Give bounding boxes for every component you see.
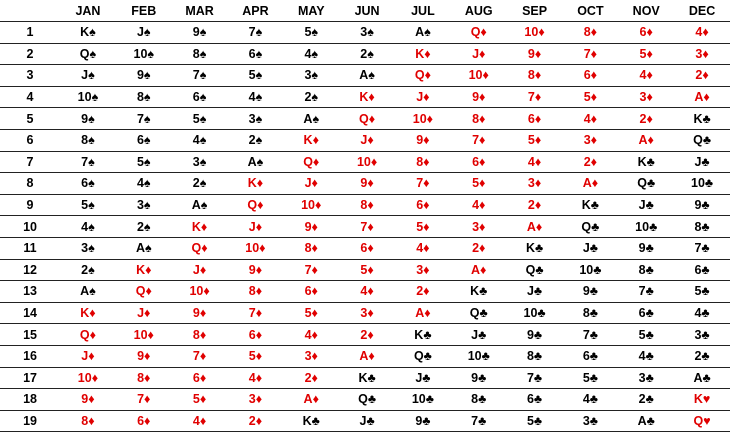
card-cell: 5♦ xyxy=(618,43,674,65)
card-cell: 4♦ xyxy=(395,237,451,259)
card-cell: K♣ xyxy=(395,324,451,346)
card-cell: 5♦ xyxy=(228,345,284,367)
card-cell: 10♦ xyxy=(283,194,339,216)
card-cell: 10♦ xyxy=(451,65,507,87)
card-cell: 2♠ xyxy=(228,129,284,151)
card-cell: J♦ xyxy=(116,302,172,324)
card-cell: 3♣ xyxy=(562,410,618,432)
table-row xyxy=(0,194,730,216)
card-cell: 5♠ xyxy=(228,65,284,87)
table-row xyxy=(0,237,730,259)
card-cell: 5♣ xyxy=(618,324,674,346)
card-cell: 10♠ xyxy=(60,86,116,108)
card-cell: J♦ xyxy=(228,216,284,238)
card-cell: 2♦ xyxy=(339,324,395,346)
card-cell: 4♠ xyxy=(283,43,339,65)
card-cell: 2♠ xyxy=(60,259,116,281)
card-cell: 9♣ xyxy=(618,237,674,259)
card-cell: 10♣ xyxy=(674,173,730,195)
card-cell: 9♠ xyxy=(172,22,228,44)
card-cell: 4♠ xyxy=(116,173,172,195)
card-cell: 10♣ xyxy=(562,259,618,281)
card-cell: A♦ xyxy=(395,302,451,324)
header-row xyxy=(0,0,730,22)
card-cell: 3♦ xyxy=(507,173,563,195)
card-cell: 5♦ xyxy=(283,302,339,324)
card-cell: 10♦ xyxy=(395,108,451,130)
card-cell: 6♣ xyxy=(674,259,730,281)
card-cell: 4♠ xyxy=(228,86,284,108)
card-cell: 7♣ xyxy=(562,324,618,346)
card-cell: 5♣ xyxy=(507,410,563,432)
day-number: 14 xyxy=(0,302,60,324)
card-cell: 9♦ xyxy=(283,216,339,238)
card-cell: 2♦ xyxy=(228,410,284,432)
card-cell: 4♦ xyxy=(283,324,339,346)
card-cell: 2♦ xyxy=(618,108,674,130)
card-cell: 8♣ xyxy=(674,216,730,238)
card-cell: Q♦ xyxy=(283,151,339,173)
card-cell: 10♦ xyxy=(339,151,395,173)
card-cell: 6♦ xyxy=(116,410,172,432)
card-cell: 3♦ xyxy=(339,302,395,324)
card-cell: 7♣ xyxy=(674,237,730,259)
card-cell: Q♣ xyxy=(562,216,618,238)
card-cell: A♠ xyxy=(395,22,451,44)
card-cell: A♠ xyxy=(60,281,116,303)
card-cell: 5♦ xyxy=(562,86,618,108)
card-cell: 7♣ xyxy=(618,281,674,303)
card-cell: Q♦ xyxy=(172,237,228,259)
card-cell: 8♦ xyxy=(339,194,395,216)
card-cell: 2♠ xyxy=(283,86,339,108)
card-cell: 7♦ xyxy=(116,389,172,411)
card-cell: 9♣ xyxy=(562,281,618,303)
card-cell: J♦ xyxy=(451,43,507,65)
card-cell: J♣ xyxy=(395,367,451,389)
card-cell: 7♦ xyxy=(339,216,395,238)
card-cell: 3♠ xyxy=(116,194,172,216)
card-cell: Q♣ xyxy=(674,129,730,151)
card-cell: 8♦ xyxy=(116,367,172,389)
card-cell: 10♦ xyxy=(116,324,172,346)
card-cell: 6♦ xyxy=(618,22,674,44)
card-cell: 2♠ xyxy=(116,216,172,238)
card-cell: 6♦ xyxy=(339,237,395,259)
card-cell: A♣ xyxy=(618,410,674,432)
card-cell: 5♠ xyxy=(283,22,339,44)
card-cell: 6♣ xyxy=(507,389,563,411)
card-cell: Q♦ xyxy=(451,22,507,44)
card-cell: 6♦ xyxy=(228,324,284,346)
card-cell: 2♠ xyxy=(172,173,228,195)
month-header-may: MAY xyxy=(297,3,325,18)
card-cell: J♠ xyxy=(60,65,116,87)
card-cell: 2♦ xyxy=(507,194,563,216)
card-cell: K♦ xyxy=(395,43,451,65)
card-cell: K♣ xyxy=(562,194,618,216)
card-cell: 4♦ xyxy=(674,22,730,44)
day-number: 6 xyxy=(0,129,60,151)
card-cell: 2♦ xyxy=(674,65,730,87)
card-cell: A♦ xyxy=(339,345,395,367)
card-cell: 7♦ xyxy=(507,86,563,108)
card-cell: 6♠ xyxy=(172,86,228,108)
month-header-feb: FEB xyxy=(131,3,157,18)
table-row xyxy=(0,22,730,44)
card-cell: Q♣ xyxy=(618,173,674,195)
card-cell: 5♦ xyxy=(451,173,507,195)
card-cell: 7♦ xyxy=(228,302,284,324)
card-cell: K♦ xyxy=(283,129,339,151)
card-cell: 10♠ xyxy=(116,43,172,65)
card-cell: Q♠ xyxy=(60,43,116,65)
card-cell: J♦ xyxy=(60,345,116,367)
card-cell: 4♦ xyxy=(451,194,507,216)
card-cell: Q♦ xyxy=(116,281,172,303)
card-cell: 10♣ xyxy=(395,389,451,411)
card-cell: J♦ xyxy=(395,86,451,108)
card-cell: 8♦ xyxy=(451,108,507,130)
card-cell: 9♦ xyxy=(451,86,507,108)
card-cell: 2♣ xyxy=(618,389,674,411)
card-cell: 5♦ xyxy=(395,216,451,238)
card-cell: 3♦ xyxy=(283,345,339,367)
month-header-aug: AUG xyxy=(464,3,493,18)
card-cell: J♣ xyxy=(507,281,563,303)
card-cell: 3♠ xyxy=(283,65,339,87)
card-cell: 7♦ xyxy=(451,129,507,151)
card-cell: 6♣ xyxy=(562,345,618,367)
card-cell: J♦ xyxy=(172,259,228,281)
card-cell: 7♣ xyxy=(451,410,507,432)
card-cell: 7♦ xyxy=(283,259,339,281)
table-row xyxy=(0,173,730,195)
card-cell: 9♠ xyxy=(60,108,116,130)
card-cell: 9♦ xyxy=(116,345,172,367)
card-cell: 6♦ xyxy=(451,151,507,173)
card-cell: 3♦ xyxy=(618,86,674,108)
card-cell: J♣ xyxy=(451,324,507,346)
card-cell: 9♣ xyxy=(507,324,563,346)
card-cell: 6♦ xyxy=(562,65,618,87)
card-cell: 5♦ xyxy=(339,259,395,281)
day-number: 5 xyxy=(0,108,60,130)
table-row xyxy=(0,410,730,432)
card-cell: 3♠ xyxy=(172,151,228,173)
card-cell: 2♦ xyxy=(395,281,451,303)
card-cell: A♦ xyxy=(283,389,339,411)
card-cell: K♦ xyxy=(172,216,228,238)
card-cell: J♠ xyxy=(116,22,172,44)
card-cell: 10♣ xyxy=(618,216,674,238)
card-cell: A♠ xyxy=(339,65,395,87)
card-cell: Q♦ xyxy=(339,108,395,130)
card-cell: 8♠ xyxy=(60,129,116,151)
card-cell: J♣ xyxy=(618,194,674,216)
card-cell: 6♠ xyxy=(60,173,116,195)
card-cell: 9♦ xyxy=(507,43,563,65)
card-cell: 7♦ xyxy=(172,345,228,367)
month-header-jul: JUL xyxy=(411,3,435,18)
card-cell: 2♦ xyxy=(283,367,339,389)
month-header-jan: JAN xyxy=(75,3,101,18)
month-header-dec: DEC xyxy=(688,3,716,18)
card-cell: 10♣ xyxy=(451,345,507,367)
card-cell: 4♣ xyxy=(618,345,674,367)
corner-cell xyxy=(0,0,60,22)
card-cell: K♣ xyxy=(451,281,507,303)
card-cell: A♠ xyxy=(116,237,172,259)
card-cell: 10♦ xyxy=(60,367,116,389)
card-cell: 7♣ xyxy=(507,367,563,389)
card-cell: K♦ xyxy=(339,86,395,108)
card-cell: Q♥ xyxy=(674,410,730,432)
card-cell: A♦ xyxy=(562,173,618,195)
day-number: 19 xyxy=(0,410,60,432)
day-number: 3 xyxy=(0,65,60,87)
day-number: 8 xyxy=(0,173,60,195)
day-number: 10 xyxy=(0,216,60,238)
card-cell: 4♦ xyxy=(618,65,674,87)
card-cell: 8♦ xyxy=(283,237,339,259)
card-cell: K♦ xyxy=(116,259,172,281)
day-number: 17 xyxy=(0,367,60,389)
card-cell: 7♦ xyxy=(395,173,451,195)
card-cell: 4♦ xyxy=(562,108,618,130)
card-cell: J♣ xyxy=(674,151,730,173)
day-number: 15 xyxy=(0,324,60,346)
table-row xyxy=(0,367,730,389)
card-cell: Q♣ xyxy=(339,389,395,411)
card-cell: Q♣ xyxy=(507,259,563,281)
card-cell: Q♣ xyxy=(395,345,451,367)
card-cell: K♣ xyxy=(507,237,563,259)
card-cell: A♠ xyxy=(228,151,284,173)
card-cell: 9♣ xyxy=(395,410,451,432)
table-row xyxy=(0,129,730,151)
card-cell: 2♦ xyxy=(562,151,618,173)
card-cell: K♠ xyxy=(60,22,116,44)
card-cell: K♣ xyxy=(339,367,395,389)
card-cell: 9♠ xyxy=(116,65,172,87)
card-cell: 10♦ xyxy=(172,281,228,303)
table-row xyxy=(0,216,730,238)
card-cell: 5♠ xyxy=(116,151,172,173)
table-body xyxy=(0,22,730,432)
month-header-jun: JUN xyxy=(354,3,380,18)
card-cell: 9♦ xyxy=(60,389,116,411)
card-cell: 9♣ xyxy=(451,367,507,389)
card-cell: 4♦ xyxy=(507,151,563,173)
table-row xyxy=(0,151,730,173)
card-cell: 2♣ xyxy=(674,345,730,367)
day-number: 16 xyxy=(0,345,60,367)
card-cell: 9♣ xyxy=(674,194,730,216)
table-row xyxy=(0,43,730,65)
card-cell: 9♦ xyxy=(395,129,451,151)
card-cell: K♣ xyxy=(283,410,339,432)
table-row xyxy=(0,259,730,281)
card-cell: J♦ xyxy=(339,129,395,151)
card-cell: 9♦ xyxy=(172,302,228,324)
table-row xyxy=(0,65,730,87)
card-cell: 6♦ xyxy=(507,108,563,130)
table-header xyxy=(0,0,730,22)
card-cell: 6♦ xyxy=(283,281,339,303)
card-cell: K♣ xyxy=(618,151,674,173)
card-cell: 8♣ xyxy=(451,389,507,411)
card-cell: J♣ xyxy=(339,410,395,432)
card-cell: 10♣ xyxy=(507,302,563,324)
card-cell: 3♦ xyxy=(674,43,730,65)
card-cell: 4♣ xyxy=(674,302,730,324)
card-cell: 9♦ xyxy=(228,259,284,281)
card-cell: 4♠ xyxy=(172,129,228,151)
card-cell: 10♦ xyxy=(507,22,563,44)
card-cell: 8♣ xyxy=(618,259,674,281)
card-cell: A♠ xyxy=(172,194,228,216)
card-cell: A♦ xyxy=(507,216,563,238)
table-row xyxy=(0,324,730,346)
card-cell: 5♣ xyxy=(562,367,618,389)
day-number: 9 xyxy=(0,194,60,216)
card-cell: 5♠ xyxy=(172,108,228,130)
day-number: 12 xyxy=(0,259,60,281)
card-cell: 4♣ xyxy=(562,389,618,411)
card-cell: 5♠ xyxy=(60,194,116,216)
card-cell: 3♣ xyxy=(674,324,730,346)
table-row xyxy=(0,108,730,130)
card-cell: 6♠ xyxy=(116,129,172,151)
card-cell: A♣ xyxy=(674,367,730,389)
day-number: 7 xyxy=(0,151,60,173)
card-cell: 8♦ xyxy=(172,324,228,346)
card-cell: 3♣ xyxy=(618,367,674,389)
card-cell: 4♦ xyxy=(228,367,284,389)
card-cell: 2♦ xyxy=(451,237,507,259)
card-cell: J♣ xyxy=(562,237,618,259)
card-cell: 3♠ xyxy=(60,237,116,259)
card-cell: 7♠ xyxy=(116,108,172,130)
card-cell: 6♠ xyxy=(228,43,284,65)
card-cell: 3♦ xyxy=(228,389,284,411)
month-header-oct: OCT xyxy=(577,3,604,18)
card-cell: 5♦ xyxy=(172,389,228,411)
table-row xyxy=(0,281,730,303)
card-cell: J♦ xyxy=(283,173,339,195)
card-cell: 3♦ xyxy=(395,259,451,281)
card-cell: A♦ xyxy=(451,259,507,281)
card-cell: 6♦ xyxy=(172,367,228,389)
card-cell: 8♦ xyxy=(507,65,563,87)
card-cell: A♦ xyxy=(618,129,674,151)
card-cell: Q♦ xyxy=(395,65,451,87)
card-cell: 8♦ xyxy=(395,151,451,173)
card-cell: 6♦ xyxy=(395,194,451,216)
day-number: 18 xyxy=(0,389,60,411)
card-cell: 8♦ xyxy=(562,22,618,44)
day-number: 2 xyxy=(0,43,60,65)
card-cell: 9♦ xyxy=(339,173,395,195)
month-header-mar: MAR xyxy=(185,3,214,18)
card-cell: 8♦ xyxy=(60,410,116,432)
card-cell: 3♦ xyxy=(562,129,618,151)
card-cell: Q♦ xyxy=(60,324,116,346)
card-cell: 5♦ xyxy=(507,129,563,151)
card-cell: 5♣ xyxy=(674,281,730,303)
table-row xyxy=(0,302,730,324)
card-cell: 8♦ xyxy=(228,281,284,303)
card-cell: Q♦ xyxy=(228,194,284,216)
table-row xyxy=(0,86,730,108)
card-cell: 7♠ xyxy=(60,151,116,173)
card-cell: 8♠ xyxy=(116,86,172,108)
month-header-nov: NOV xyxy=(632,3,660,18)
card-cell: 10♦ xyxy=(228,237,284,259)
card-cell: 4♦ xyxy=(339,281,395,303)
card-cell: K♦ xyxy=(228,173,284,195)
card-cell: 6♣ xyxy=(618,302,674,324)
table-row xyxy=(0,345,730,367)
card-cell: 3♦ xyxy=(451,216,507,238)
card-cell: 4♦ xyxy=(172,410,228,432)
card-cell: A♦ xyxy=(674,86,730,108)
card-cell: 8♣ xyxy=(507,345,563,367)
day-number: 4 xyxy=(0,86,60,108)
card-cell: Q♣ xyxy=(451,302,507,324)
day-number: 11 xyxy=(0,237,60,259)
card-cell: 8♠ xyxy=(172,43,228,65)
card-cell: 8♣ xyxy=(562,302,618,324)
card-cell: K♦ xyxy=(60,302,116,324)
card-cell: 4♠ xyxy=(60,216,116,238)
month-header-sep: SEP xyxy=(522,3,548,18)
card-cell: A♠ xyxy=(283,108,339,130)
day-number: 13 xyxy=(0,281,60,303)
month-header-apr: APR xyxy=(242,3,269,18)
card-cell: K♣ xyxy=(674,108,730,130)
card-cell: 7♠ xyxy=(172,65,228,87)
card-cell: 7♦ xyxy=(562,43,618,65)
card-cell: 3♠ xyxy=(339,22,395,44)
card-cell: 3♠ xyxy=(228,108,284,130)
card-cell: 2♠ xyxy=(339,43,395,65)
day-number: 1 xyxy=(0,22,60,44)
card-cell: 7♠ xyxy=(228,22,284,44)
card-cell: K♥ xyxy=(674,389,730,411)
